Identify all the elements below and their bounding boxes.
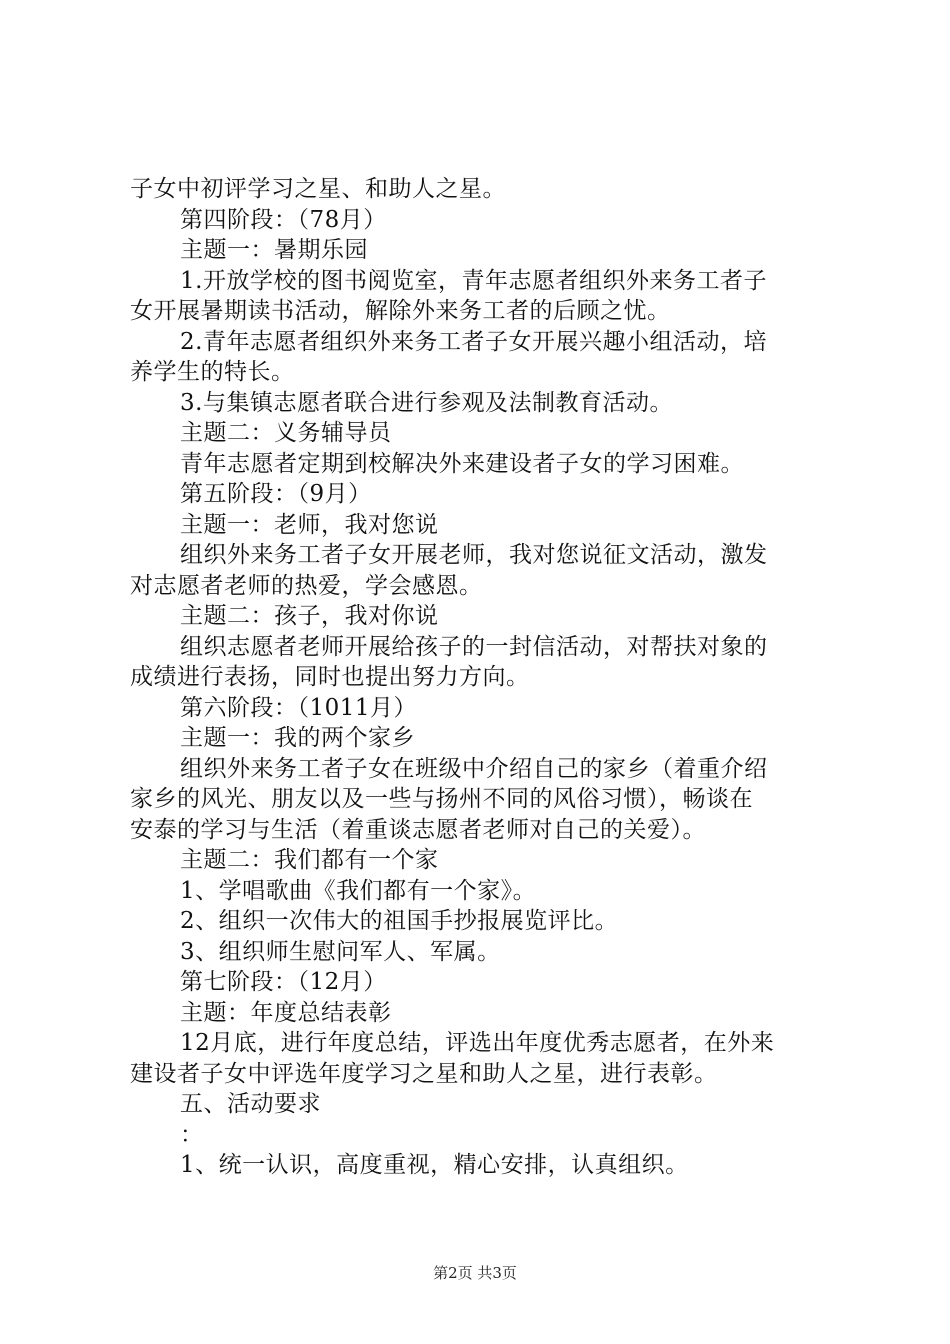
text-line: 主题一：老师，我对您说 xyxy=(180,511,439,538)
text-line: 3.与集镇志愿者联合进行参观及法制教育活动。 xyxy=(180,389,673,416)
text-line: 养学生的特长。 xyxy=(130,359,295,385)
text-line: 女开展暑期读书活动，解除外来务工者的后顾之忧。 xyxy=(130,298,671,324)
text-line: 第七阶段：（12月） xyxy=(180,969,387,995)
page-footer: 第2页 共3页 xyxy=(433,1264,517,1282)
text-line: 家乡的风光、朋友以及一些与扬州不同的风俗习惯），畅谈在 xyxy=(130,786,753,812)
text-line: 青年志愿者定期到校解决外来建设者子女的学习困难。 xyxy=(180,450,744,477)
text-line: 组织外来务工者子女开展老师，我对您说征文活动，激发 xyxy=(180,542,768,568)
text-line: 组织志愿者老师开展给孩子的一封信活动，对帮扶对象的 xyxy=(180,633,768,660)
text-line: 1.开放学校的图书阅览室，青年志愿者组织外来务工者子 xyxy=(180,267,767,294)
text-line: 2.青年志愿者组织外来务工者子女开展兴趣小组活动，培 xyxy=(180,328,767,355)
text-line: 3、组织师生慰问军人、军属。 xyxy=(180,938,501,965)
text-line: 第四阶段：（78月） xyxy=(180,206,387,233)
text-line: 主题二：孩子，我对你说 xyxy=(180,603,439,629)
text-line: 主题二：义务辅导员 xyxy=(180,420,392,446)
text-line: 子女中初评学习之星、和助人之星。 xyxy=(130,176,506,202)
text-line: ： xyxy=(180,1121,204,1148)
text-line: 1、统一认识，高度重视，精心安排，认真组织。 xyxy=(180,1152,689,1178)
text-line: 12月底，进行年度总结，评选出年度优秀志愿者，在外来 xyxy=(180,1030,775,1056)
text-line: 对志愿者老师的热爱，学会感恩。 xyxy=(130,572,483,599)
text-line: 建设者子女中评选年度学习之星和助人之星，进行表彰。 xyxy=(130,1060,718,1087)
text-line: 1、学唱歌曲《我们都有一个家》。 xyxy=(180,877,537,904)
text-line: 五、活动要求 xyxy=(180,1091,321,1117)
text-line: 主题一：我的两个家乡 xyxy=(180,725,415,751)
text-line: 主题二：我们都有一个家 xyxy=(180,847,439,873)
text-line: 组织外来务工者子女在班级中介绍自己的家乡（着重介绍 xyxy=(180,755,768,782)
text-line: 成绩进行表扬，同时也提出努力方向。 xyxy=(130,664,530,690)
text-line: 主题：年度总结表彰 xyxy=(180,999,392,1026)
text-line: 安泰的学习与生活（着重谈志愿者老师对自己的关爱）。 xyxy=(130,816,706,843)
text-line: 第六阶段：（1011月） xyxy=(180,694,418,721)
text-line: 主题一：暑期乐园 xyxy=(180,237,368,263)
text-line: 第五阶段：（9月） xyxy=(180,481,372,507)
text-line: 2、组织一次伟大的祖国手抄报展览评比。 xyxy=(180,908,619,934)
document-body xyxy=(130,174,830,1181)
